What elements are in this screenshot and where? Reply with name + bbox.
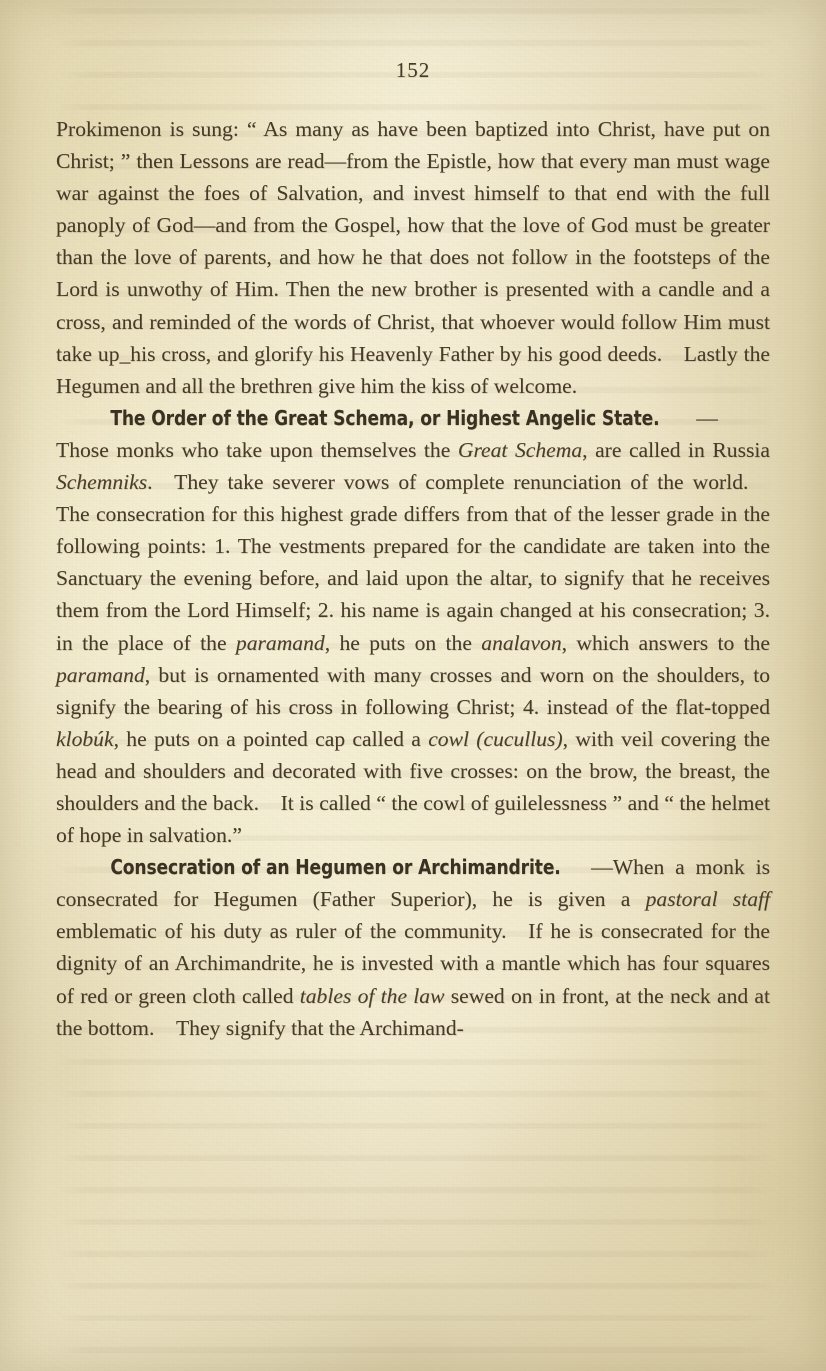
section-heading: Consecration of an Hegumen or Archimandrite. [110,855,561,880]
para-hegumen-consecration [56,851,770,1044]
text-run: . They take severer vows of complete renunciation of the world. The consecration for this highest grade differs from that of the lesser grade in the following points: 1. The vestments prepared for the candidate are taken into the Sanctuary the evening before, and laid upon the altar, to signify that he receives them from the Lord Himself; 2. his name is again changed at his consecration; 3. in the place of the [56,470,770,655]
text-run: , but is ornamented with many crosses and worn on the shoulders, to signify the bearing of his cross in following Christ; 4. instead of the flat-topped [56,662,770,719]
text-run: Prokimenon is sung: “ As many as have been baptized into Christ, have put on Christ; ” then Lessons are read—from the Epistle, how that every man must wage war against the foes of Salvation, and invest himself to that end with the full panoply of God—and from the Gospel, how that the love of God must be greater than the love of parents, and how he that does not follow in the footsteps of the Lord is unwothy of Him. Then the new brother is presented with a candle and a cross, and reminded of the words of Christ, that whoever would follow Him must take up_his cross, and glorify his Heavenly Father by his good deeds. Lastly the Hegumen and all the brethren give him the kiss of welcome. [56,117,770,398]
text-run: , are called in Russia [582,437,770,462]
text-run: —When a monk is consecrated for Hegumen (Father Superior), he is given a [56,855,770,912]
italic-term: Great Schema [457,437,583,462]
italic-term: paramand [235,630,325,655]
italic-term: paramand [56,662,145,687]
text-block [56,0,770,1044]
page-body [56,113,770,1044]
para-great-schema [56,402,770,851]
italic-term: cowl (cucullus) [428,726,563,751]
italic-term: Schemniks [56,470,148,495]
italic-term: analavon [481,630,562,655]
text-run: , with veil covering the head and shoulders and decorated with five crosses: on the brow, the breast, the shoulders and the back. It is called “ the cowl of guilelessness ” and “ the helmet of hope in salvation.” [56,726,770,848]
text-run: —Those monks who take upon themselves the [56,405,718,462]
text-run: , he puts on the [324,630,482,655]
para-tonsure-rite [56,113,770,402]
italic-term: klobúk [56,726,114,751]
text-run: emblematic of his duty as ruler of the community. If he is consecrated for the dignity of an Archimandrite, he is invested with a mantle which has four squares of red or green cloth called [56,919,770,1008]
section-heading: The Order of the Great Schema, or Highest Angelic State. [110,405,660,430]
italic-term: tables of the law [299,983,445,1008]
text-run: , which answers to the [561,630,771,655]
italic-term: pastoral staff [645,887,770,912]
page-number: 152 [395,58,431,82]
text-run: sewed on in front, at the neck and at the bottom. They signify that the Archimand- [56,983,771,1040]
text-run: , he puts on a pointed cap called a [113,726,429,751]
